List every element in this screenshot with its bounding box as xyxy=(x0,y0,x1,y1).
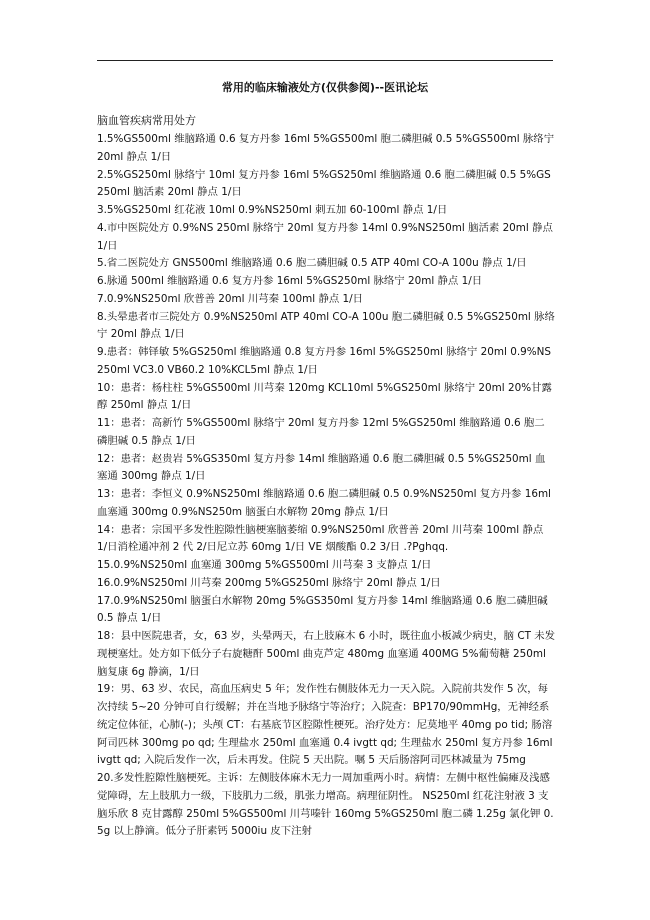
prescription-entry: 1.5%GS500ml 维脑路通 0.6 复方丹参 16ml 5%GS500ml 胞二磷胆碱 0.5 5%GS500ml 脉络宁 20ml 静点 1/日 xyxy=(97,133,555,163)
document-title: 常用的临床输液处方(仅供参阅)--医讯论坛 xyxy=(221,81,429,94)
header-rule xyxy=(97,60,553,61)
prescription-entry: 4.市中医院处方 0.9%NS 250ml 脉络宁 20ml 复方丹参 14ml 0.9%NS250ml 脑活素 20ml 静点 1/日 xyxy=(97,221,553,252)
prescription-entry: 14：患者：宗国平多发性腔隙性脑梗塞脑萎缩 0.9%NS250ml 欣普善 20ml 川芎秦 100ml 静点 1/日消栓通冲剂 2 代 2/日尼立苏 60mg 1/日 VE 烟酸酯 0.2 3/日 .?Pghqq. xyxy=(97,523,544,554)
prescription-entry: 18：县中医院患者，女，63 岁，头晕两天，右上肢麻木 6 小时，既往血小板减少病史，脑 CT 未发现梗塞灶。处方如下低分子右旋糖酐 500ml 曲克芦定 480mg 血塞通 400MG 5%葡萄糖 250ml 脑复康 6g 静滴，1/日 xyxy=(97,630,556,678)
prescription-entry: 8.头晕患者市三院处方 0.9%NS250ml ATP 40ml CO-A 100u 胞二磷胆碱 0.5 5%GS250ml 脉络宁 20ml 静点 1/日 xyxy=(97,310,555,341)
section-heading: 脑血管疾病常用处方 xyxy=(97,114,196,127)
prescription-entry: 11：患者：高新竹 5%GS500ml 脉络宁 20ml 复方丹参 12ml 5%GS250ml 维脑路通 0.6 胞二磷胆碱 0.5 静点 1/日 xyxy=(97,417,545,447)
prescription-entry: 20.多发性腔隙性脑梗死。主诉：左侧肢体麻木无力一周加重两小时。病情：左侧中枢性偏瘫及浅感觉障碍，左上肢肌力一级，下肢肌力二级，肌张力增高。病理征阴性。 NS250ml 红花注射液 3 支脑乐欣 8 克甘露醇 250ml 5%GS500ml 川芎嗪针 160mg 5%GS250ml 胞二磷 1.25g 氯化钾 0.5g 以上静滴。低分子肝素钙 5000iu 皮下注射 xyxy=(97,772,554,838)
prescription-entry: 2.5%GS250ml 脉络宁 10ml 复方丹参 16ml 5%GS250ml 维脑路通 0.6 胞二磷胆碱 0.5 5%GS250ml 脑活素 20ml 静点 1/日 xyxy=(97,168,551,199)
prescription-entry: 13：患者：李恒义 0.9%NS250ml 维脑路通 0.6 胞二磷胆碱 0.5 0.9%NS250ml 复方丹参 16ml 血塞通 300mg 0.9%NS250m 脑蛋白水解物 20mg 静点 1/日 xyxy=(97,488,551,518)
prescription-entry: 9.患者：韩铎敏 5%GS250ml 维脑路通 0.8 复方丹参 16ml 5%GS250ml 脉络宁 20ml 0.9%NS250ml VC3.0 VB60.2 10%KCL5ml 静点 1/日 xyxy=(97,346,551,376)
prescription-entry: 12：患者：赵贵岩 5%GS350ml 复方丹参 14ml 维脑路通 0.6 胞二磷胆碱 0.5 5%GS250ml 血塞通 300mg 静点 1/日 xyxy=(97,452,546,483)
prescription-entry: 15.0.9%NS250ml 血塞通 300mg 5%GS500ml 川芎秦 3 支静点 1/日 xyxy=(97,559,432,571)
prescription-entry: 16.0.9%NS250ml 川芎秦 200mg 5%GS250ml 脉络宁 20ml 静点 1/日 xyxy=(97,576,441,589)
prescription-entry: 6.脉通 500ml 维脑路通 0.6 复方丹参 16ml 5%GS250ml 脉络宁 20ml 静点 1/日 xyxy=(97,275,483,287)
prescription-entry: 19：男、63 岁、农民，高血压病史 5 年；发作性右侧肢体无力一天入院。入院前共发作 5 次，每次持续 5~20 分钟可自行缓解；并在当地予脉络宁等治疗；入院查：BP170/90mmHg，无神经系统定位体征，心肺(-)；头颅 CT：右基底节区腔隙性梗死。治疗处方：尼莫地平 40mg po tid; 肠溶阿司匹林 300mg po qd; 生理盐水 250ml 血塞通 0.4 ivgtt qd; 生理盐水 250ml 复方丹参 16ml ivgtt qd; 入院后发作一次，后未再发。住院 5 天出院。嘱 5 天后肠溶阿司匹林减量为 75mg xyxy=(97,683,553,767)
prescription-entry: 10：患者：杨柱柱 5%GS500ml 川芎秦 120mg KCL10ml 5%GS250ml 脉络宁 20ml 20%甘露醇 250ml 静点 1/日 xyxy=(97,381,552,412)
prescription-entry: 5.省二医院处方 GNS500ml 维脑路通 0.6 胞二磷胆碱 0.5 ATP 40ml CO-A 100u 静点 1/日 xyxy=(97,257,527,270)
prescription-entry: 17.0.9%NS250ml 脑蛋白水解物 20mg 5%GS350ml 复方丹参 14ml 维脑路通 0.6 胞二磷胆碱 0.5 静点 1/日 xyxy=(97,594,548,625)
prescription-entry: 7.0.9%NS250ml 欣普善 20ml 川芎秦 100ml 静点 1/日 xyxy=(97,292,364,305)
prescription-list xyxy=(97,131,555,841)
prescription-entry: 3.5%GS250ml 红花液 10ml 0.9%NS250ml 刺五加 60-100ml 静点 1/日 xyxy=(97,204,448,216)
